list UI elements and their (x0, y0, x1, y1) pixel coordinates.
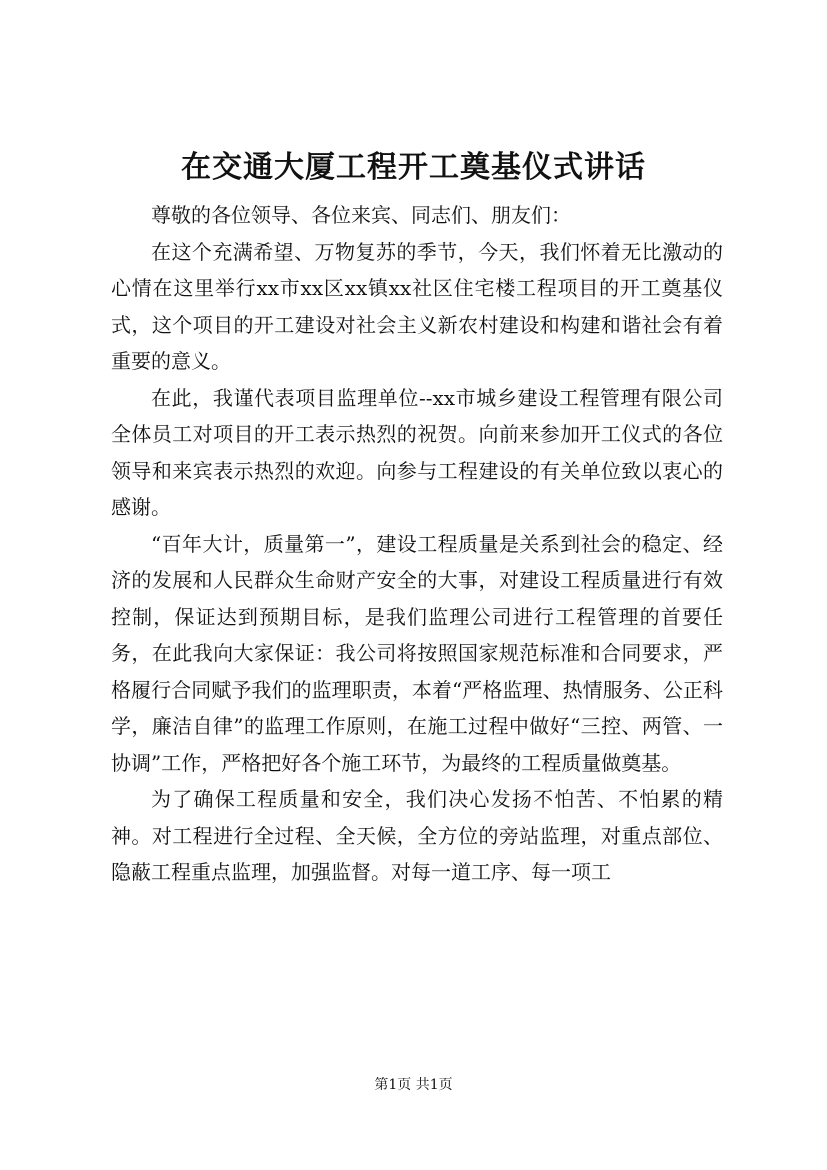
document-title: 在交通大厦工程开工奠基仪式讲话 (181, 150, 646, 185)
salutation-paragraph: 尊敬的各位领导、各位来宾、同志们、朋友们： (151, 203, 571, 227)
body-paragraph: 为了确保工程质量和安全，我们决心发扬不怕苦、不怕累的精神。对工程进行全过程、全天候，全方位的旁站监理，对重点部位、隐蔽工程重点监理，加强监督。对每一道工序、每一项工 (111, 787, 723, 884)
body-paragraph: 在此，我谨代表项目监理单位--xx市城乡建设工程管理有限公司全体员工对项目的开工表示热烈的祝贺。向前来参加开工仪式的各位领导和来宾表示热烈的欢迎。向参与工程建设的有关单位致以衷心的感谢。 (111, 385, 723, 519)
document-body (111, 197, 723, 891)
page-number-footer: 第1页 共1页 (374, 1077, 453, 1093)
body-paragraph: “百年大计，质量第一”，建设工程质量是关系到社会的稳定、经济的发展和人民群众生命财产安全的大事，对建设工程质量进行有效控制，保证达到预期目标，是我们监理公司进行工程管理的首要任务，在此我向大家保证：我公司将按照国家规范标准和合同要求，严格履行合同赋予我们的监理职责，本着“严格监理、热情服务、公正科学，廉洁自律”的监理工作原则，在施工过程中做好“三控、两管、一协调”工作，严格把好各个施工环节，为最终的工程质量做奠基。 (111, 531, 723, 775)
body-paragraph: 在这个充满希望、万物复苏的季节，今天，我们怀着无比激动的心情在这里举行xx市xx区xx镇xx社区住宅楼工程项目的开工奠基仪式，这个项目的开工建设对社会主义新农村建设和构建和谐社会有着重要的意义。 (111, 239, 723, 373)
